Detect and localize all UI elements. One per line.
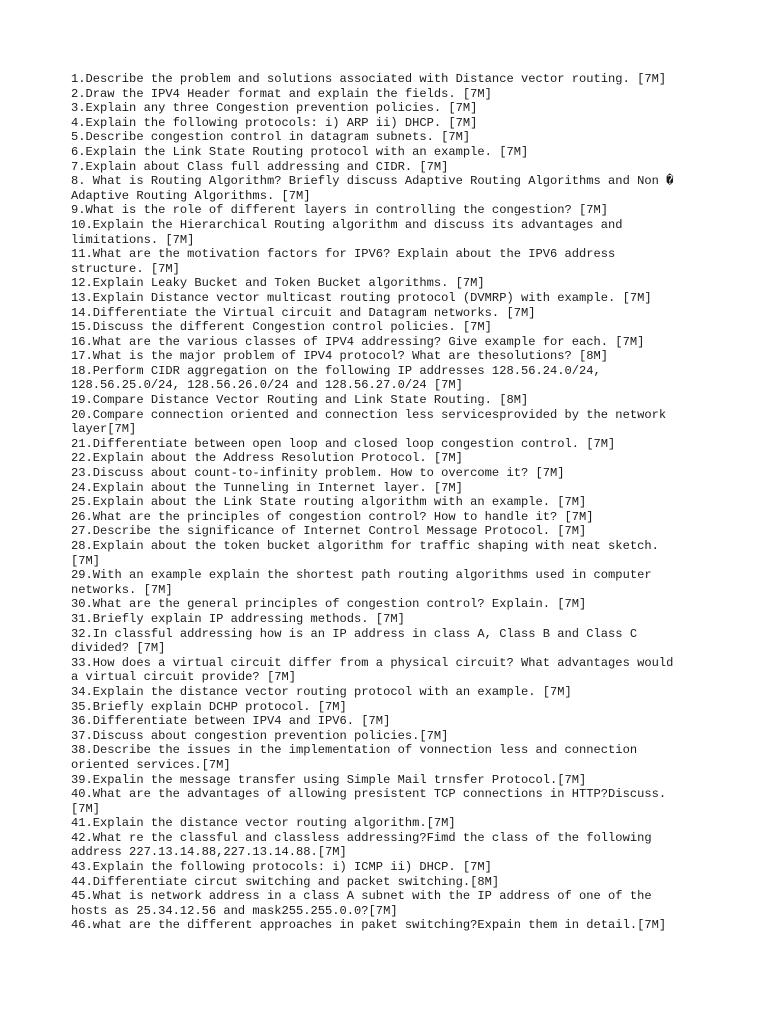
text-line: 40.What are the advantages of allowing presistent TCP connections in HTTP?Discuss. [71,787,667,802]
text-line: 4.Explain the following protocols: i) ARP ii) DHCP. [7M] [71,115,478,130]
text-line: 26.What are the principles of congestion control? How to handle it? [7M] [71,509,594,524]
text-line: 30.What are the general principles of congestion control? Explain. [7M] [71,597,587,612]
question-list [71,72,711,948]
text-line: 2.Draw the IPV4 Header format and explain the fields. [7M] [71,86,492,101]
text-line: hosts as 25.34.12.56 and mask255.255.0.0?[7M] [71,903,398,918]
text-line: layer[7M] [71,422,137,437]
text-line: 28.Explain about the token bucket algorithm for traffic shaping with neat sketch. [71,539,659,553]
text-line: 19.Compare Distance Vector Routing and Link State Routing. [8M] [71,393,529,408]
text-line: 34.Explain the distance vector routing protocol with an example. [7M] [71,684,572,699]
text-line: 37.Discuss about congestion prevention policies.[7M] [71,728,449,743]
text-line: 25.Explain about the Link State routing algorithm with an example. [7M] [71,495,587,510]
text-line: structure. [7M] [71,261,180,276]
text-line: networks. [7M] [71,582,173,597]
text-line: 43.Explain the following protocols: i) ICMP ii) DHCP. [7M] [71,860,492,875]
text-line: oriented services.[7M] [71,757,231,772]
text-line: 39.Expalin the message transfer using Simple Mail trnsfer Protocol.[7M] [71,772,587,787]
text-line: 32.In classful addressing how is an IP address in class A, Class B and Class C [71,626,638,641]
text-line: 27.Describe the significance of Internet Control Message Protocol. [7M] [71,524,587,539]
text-line: 6.Explain the Link State Routing protocol with an example. [7M] [71,144,529,159]
text-line: [7M] [71,801,101,816]
text-line: 46.what are the different approaches in paket switching?Expain them in detail.[7M] [71,918,667,933]
text-line: 44.Differentiate circut switching and packet switching.[8M] [71,874,500,889]
text-line: address 227.13.14.88,227.13.14.88.[7M] [71,845,347,860]
text-line: 3.Explain any three Congestion prevention policies. [7M] [71,101,478,116]
text-line: [7M] [71,553,101,568]
text-line: divided? [7M] [71,641,166,656]
text-line: 20.Compare connection oriented and connection less servicesprovided by the network [71,407,667,422]
text-line [71,933,711,948]
text-line: a virtual circuit provide? [7M] [71,670,296,685]
text-line: 7.Explain about Class full addressing and CIDR. [7M] [71,159,449,174]
text-line: 5.Describe congestion control in datagram subnets. [7M] [71,130,471,145]
text-line: 9.What is the role of different layers in controlling the congestion? [7M] [71,203,609,218]
text-line: 23.Discuss about count-to-infinity problem. How to overcome it? [7M] [71,466,565,481]
text-line: 21.Differentiate between open loop and closed loop congestion control. [7M] [71,436,616,451]
text-line: 11.What are the motivation factors for IPV6? Explain about the IPV6 address [71,247,616,262]
text-line: 14.Differentiate the Virtual circuit and Datagram networks. [7M] [71,305,536,320]
text-line: 1.Describe the problem and solutions associated with Distance vector routing. [7M] [71,72,667,86]
text-line: 12.Explain Leaky Bucket and Token Bucket algorithms. [7M] [71,276,485,291]
text-line: 31.Briefly explain IP addressing methods. [7M] [71,611,405,626]
text-line: 33.How does a virtual circuit differ from a physical circuit? What advantages would [71,655,674,670]
text-line: Adaptive Routing Algorithms. [7M] [71,188,311,203]
text-line: 45.What is network address in a class A subnet with the IP address of one of the [71,889,652,904]
text-line: 41.Explain the distance vector routing algorithm.[7M] [71,816,456,831]
text-line: 35.Briefly explain DCHP protocol. [7M] [71,699,347,714]
text-line: 16.What are the various classes of IPV4 addressing? Give example for each. [7M] [71,334,645,349]
text-line: 17.What is the major problem of IPV4 protocol? What are thesolutions? [8M] [71,349,609,364]
text-line: 128.56.25.0/24, 128.56.26.0/24 and 128.56.27.0/24 [7M] [71,378,463,393]
text-line: 24.Explain about the Tunneling in Internet layer. [7M] [71,480,463,495]
text-line: 22.Explain about the Address Resolution Protocol. [7M] [71,451,463,466]
text-line: limitations. [7M] [71,232,195,247]
text-line: 10.Explain the Hierarchical Routing algorithm and discuss its advantages and [71,217,623,232]
text-line: 18.Perform CIDR aggregation on the following IP addresses 128.56.24.0/24, [71,363,601,378]
text-line: 15.Discuss the different Congestion control policies. [7M] [71,320,492,335]
text-line: 38.Describe the issues in the implementation of vonnection less and connection [71,743,638,758]
text-line: 42.What re the classful and classless addressing?Fimd the class of the following [71,830,652,845]
text-line: 36.Differentiate between IPV4 and IPV6. [7M] [71,714,391,729]
text-line: 29.With an example explain the shortest path routing algorithms used in computer [71,568,652,583]
text-line: 13.Explain Distance vector multicast routing protocol (DVMRP) with example. [7M] [71,290,652,305]
text-line: 8. What is Routing Algorithm? Briefly discuss Adaptive Routing Algorithms and Non � [71,174,674,189]
